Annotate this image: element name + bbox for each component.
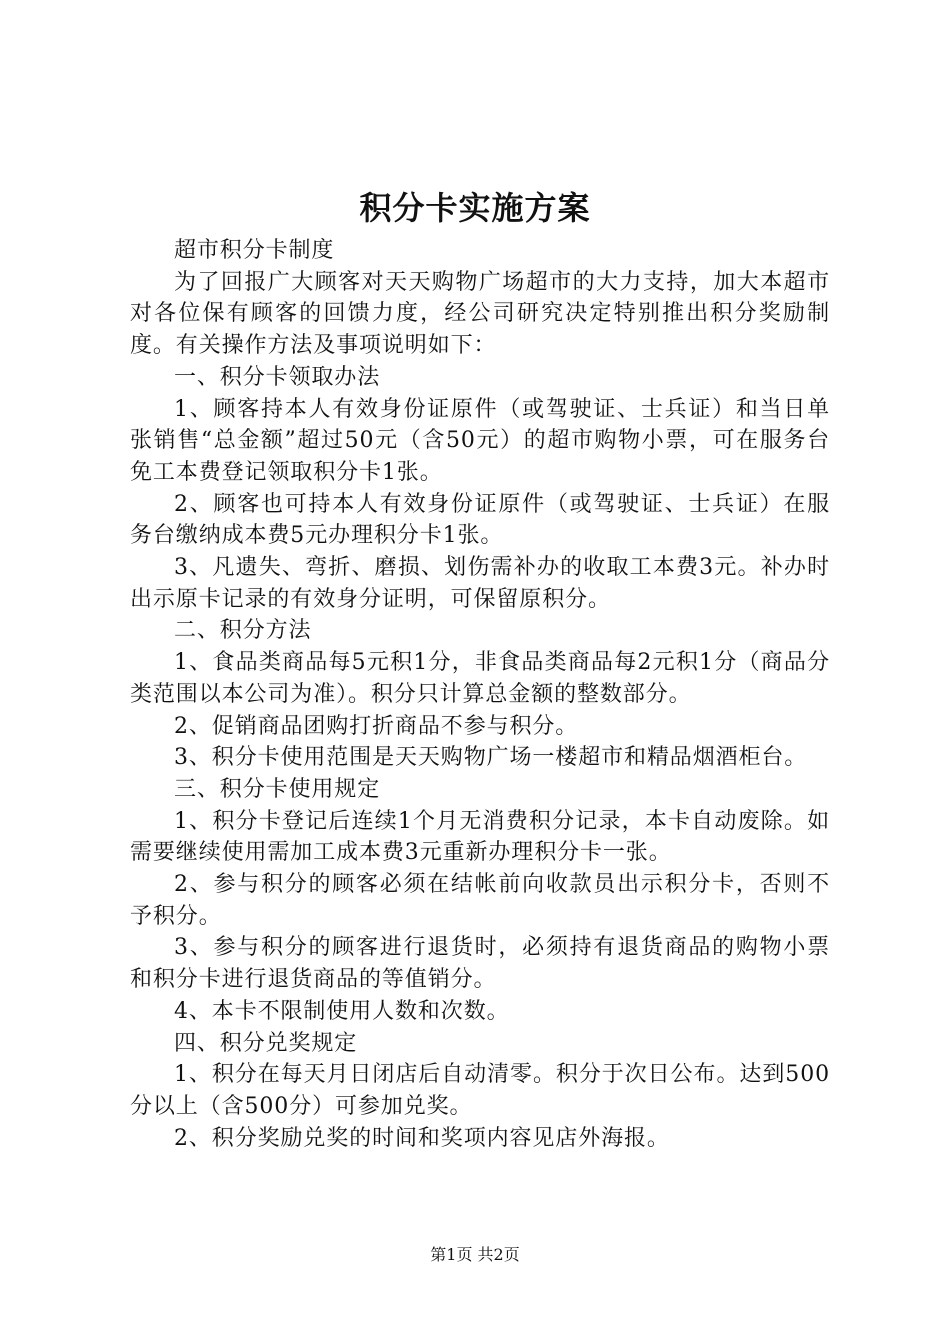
- section-heading: 一、积分卡领取办法: [174, 364, 381, 390]
- paragraph: 4、本卡不限制使用人数和次数。: [174, 998, 510, 1024]
- section-heading: 三、积分卡使用规定: [174, 776, 381, 802]
- paragraph: 2、促销商品团购打折商品不参与积分。: [174, 713, 579, 739]
- paragraph: 超市积分卡制度: [174, 238, 335, 263]
- paragraph: 为了回报广大顾客对天天购物广场超市的大力支持，加大本超市对各位保有顾客的回馈力度，经公司研究决定特别推出积分奖励制度。有关操作方法及事项说明如下：: [130, 269, 830, 359]
- paragraph: 3、积分卡使用范围是天天购物广场一楼超市和精品烟酒柜台。: [174, 745, 808, 771]
- paragraph: 1、食品类商品每5元积1分，非食品类商品每2元积1分（商品分类范围以本公司为准）。积分只计算总金额的整数部分。: [130, 650, 830, 707]
- document-body: [130, 235, 830, 1154]
- paragraph: 2、顾客也可持本人有效身份证原件（或驾驶证、士兵证）在服务台缴纳成本费5元办理积分卡1张。: [130, 491, 830, 549]
- document-title: 积分卡实施方案: [359, 189, 591, 227]
- section-heading: 四、积分兑奖规定: [174, 1030, 358, 1056]
- section-heading: 二、积分方法: [174, 618, 312, 644]
- paragraph: 3、参与积分的顾客进行退货时，必须持有退货商品的购物小票和积分卡进行退货商品的等值销分。: [130, 935, 830, 993]
- paragraph: 1、顾客持本人有效身份证原件（或驾驶证、士兵证）和当日单张销售“总金额”超过50元（含50元）的超市购物小票，可在服务台免工本费登记领取积分卡1张。: [130, 396, 830, 485]
- paragraph: 3、凡遗失、弯折、磨损、划伤需补办的收取工本费3元。补办时出示原卡记录的有效身分证明，可保留原积分。: [130, 555, 830, 612]
- paragraph: 1、积分卡登记后连续1个月无消费积分记录，本卡自动废除。如需要继续使用需加工成本费3元重新办理积分卡一张。: [130, 808, 830, 866]
- page-footer: 第1页 共2页: [430, 1245, 520, 1264]
- paragraph: 2、积分奖励兑奖的时间和奖项内容见店外海报。: [174, 1125, 670, 1151]
- paragraph: 1、积分在每天月日闭店后自动清零。积分于次日公布。达到500分以上（含500分）可参加兑奖。: [130, 1062, 830, 1119]
- paragraph: 2、参与积分的顾客必须在结帐前向收款员出示积分卡，否则不予积分。: [130, 872, 830, 929]
